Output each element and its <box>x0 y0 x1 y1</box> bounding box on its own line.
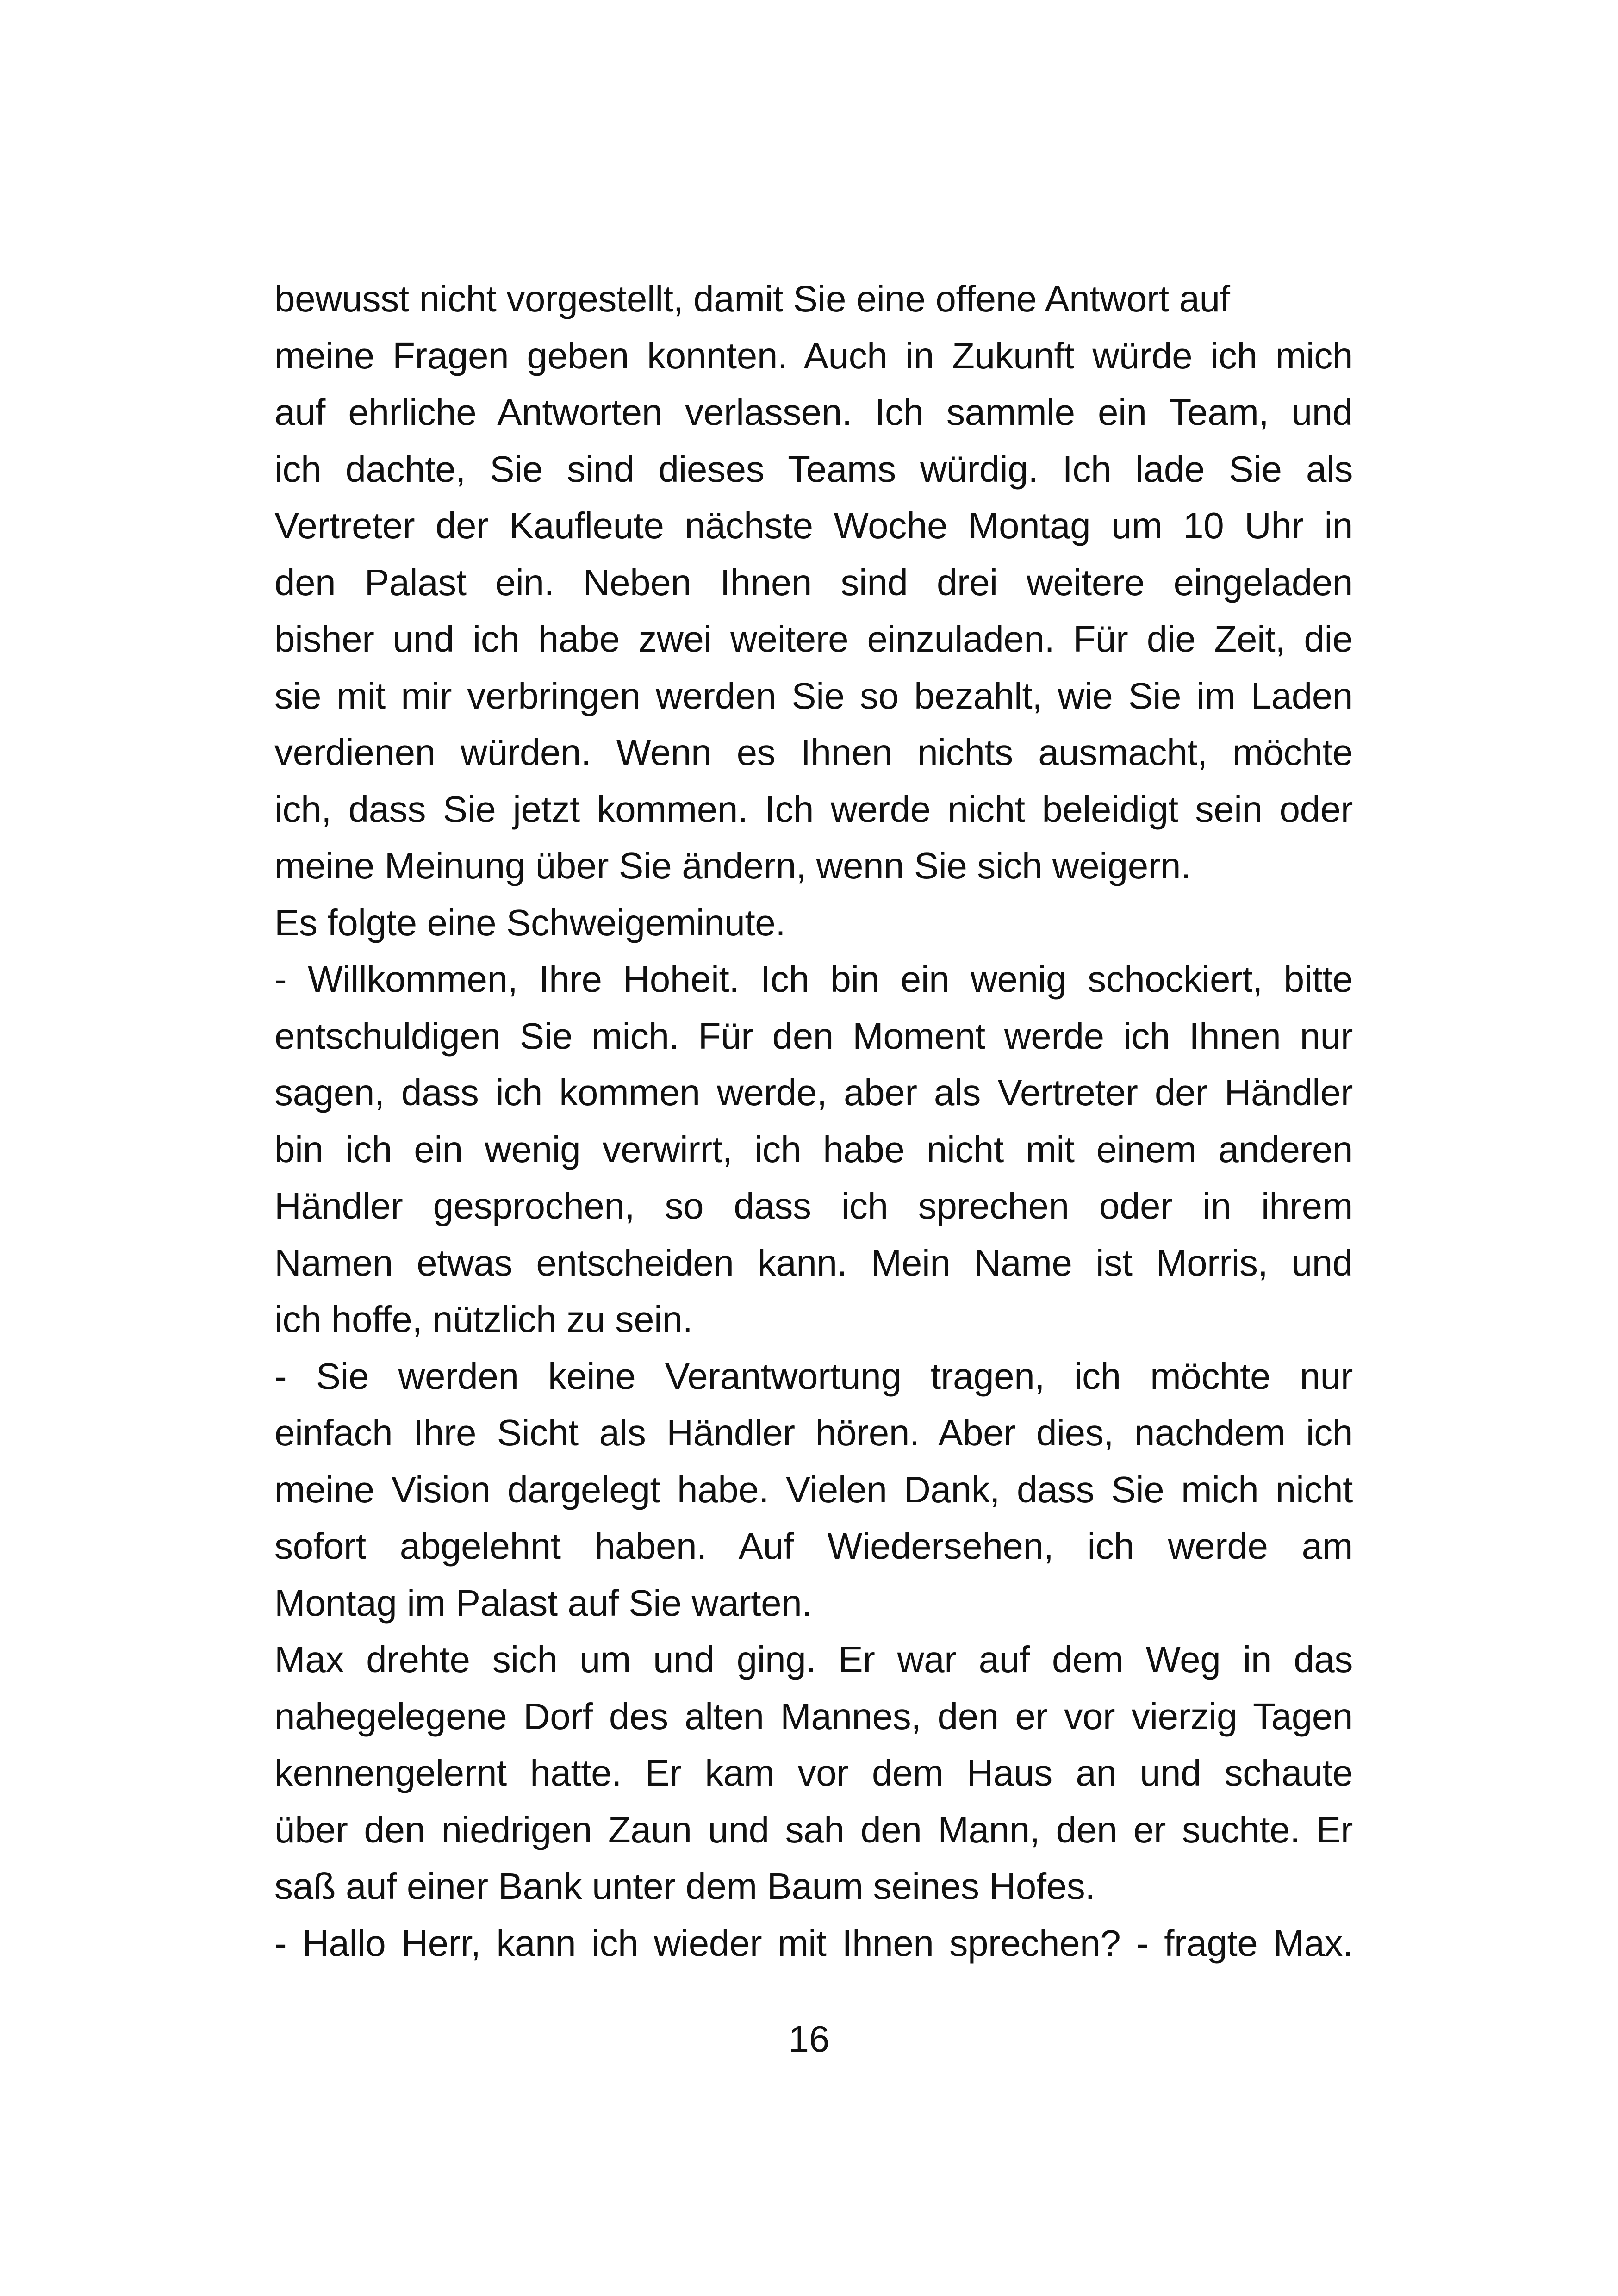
text-line: saß auf einer Bank unter dem Baum seines Hofes. <box>274 1866 1095 1907</box>
page-number: 16 <box>788 2018 830 2060</box>
text-line: bewusst nicht vorgestellt, damit Sie eine offene Antwort auf <box>274 278 1230 319</box>
text-line: ich hoffe, nützlich zu sein. <box>274 1299 693 1340</box>
text-line: - Willkommen, Ihre Hoheit. Ich bin ein wenig schockiert, bitte <box>274 958 1353 1000</box>
text-line: Namen etwas entscheiden kann. Mein Name ist Morris, und <box>274 1242 1353 1283</box>
text-line: über den niedrigen Zaun und sah den Mann, den er suchte. Er <box>274 1809 1353 1850</box>
text-line: sofort abgelehnt haben. Auf Wiedersehen, ich werde am <box>274 1525 1353 1567</box>
text-line: - Sie werden keine Verantwortung tragen, ich möchte nur <box>274 1355 1353 1397</box>
text-line: meine Meinung über Sie ändern, wenn Sie sich weigern. <box>274 845 1191 886</box>
text-line: meine Fragen geben konnten. Auch in Zukunft würde ich mich <box>274 335 1353 376</box>
text-line: sie mit mir verbringen werden Sie so bezahlt, wie Sie im Laden <box>274 675 1353 716</box>
text-line: nahegelegene Dorf des alten Mannes, den er vor vierzig Tagen <box>274 1695 1353 1737</box>
text-line: Max drehte sich um und ging. Er war auf dem Weg in das <box>274 1639 1353 1680</box>
text-line: bisher und ich habe zwei weitere einzuladen. Für die Zeit, die <box>274 618 1353 660</box>
text-line: ich, dass Sie jetzt kommen. Ich werde nicht beleidigt sein oder <box>274 788 1353 830</box>
body-text <box>274 271 1353 1972</box>
text-line: auf ehrliche Antworten verlassen. Ich sammle ein Team, und <box>274 392 1353 433</box>
text-line: entschuldigen Sie mich. Für den Moment werde ich Ihnen nur <box>274 1015 1353 1057</box>
text-line: Vertreter der Kaufleute nächste Woche Montag um 10 Uhr in <box>274 505 1353 546</box>
text-line: sagen, dass ich kommen werde, aber als Vertreter der Händler <box>274 1072 1353 1113</box>
text-line: einfach Ihre Sicht als Händler hören. Aber dies, nachdem ich <box>274 1412 1353 1453</box>
text-line: verdienen würden. Wenn es Ihnen nichts ausmacht, möchte <box>274 732 1353 773</box>
text-line: Es folgte eine Schweigeminute. <box>274 902 786 943</box>
text-line: ich dachte, Sie sind dieses Teams würdig. Ich lade Sie als <box>274 448 1353 490</box>
text-line: den Palast ein. Neben Ihnen sind drei weitere eingeladen <box>274 561 1353 603</box>
text-line: kennengelernt hatte. Er kam vor dem Haus an und schaute <box>274 1752 1353 1793</box>
text-line: meine Vision dargelegt habe. Vielen Dank, dass Sie mich nicht <box>274 1468 1353 1510</box>
text-line: - Hallo Herr, kann ich wieder mit Ihnen sprechen? - fragte Max. <box>274 1922 1353 1964</box>
text-line: Händler gesprochen, so dass ich sprechen oder in ihrem <box>274 1185 1353 1226</box>
text-line: Montag im Palast auf Sie warten. <box>274 1582 812 1624</box>
text-line: bin ich ein wenig verwirrt, ich habe nicht mit einem anderen <box>274 1128 1353 1170</box>
